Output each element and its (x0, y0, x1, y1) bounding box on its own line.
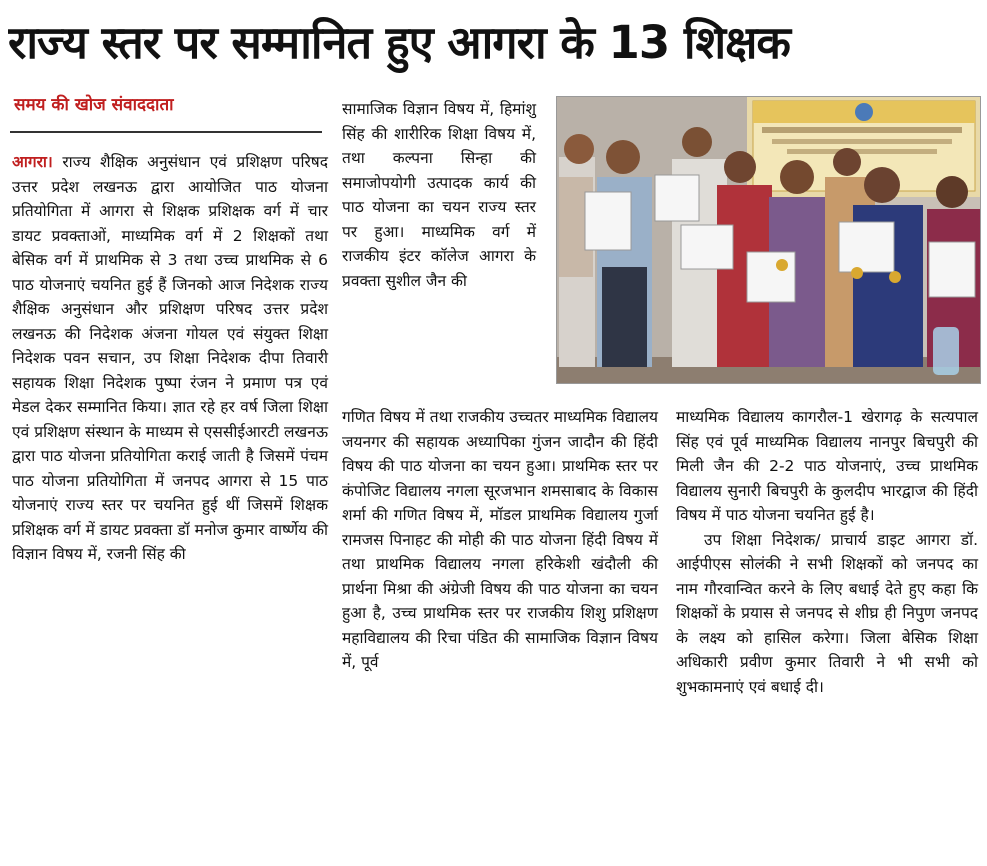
byline: समय की खोज संवाददाता (14, 95, 174, 115)
column1-text: राज्य शैक्षिक अनुसंधान एवं प्रशिक्षण परिषद उत्तर प्रदेश लखनऊ द्वारा आयोजित पाठ योजना प्रतियोगिता में आगरा से शिक्षक प्रशिक्षक वर्ग में चार डायट प्रवक्ताओं, माध्यमिक वर्ग में 2 शिक्षकों तथा बेसिक वर्ग में प्राथमिक से 3 तथा उच्च प्राथमिक से 6 पाठ योजनाएं चयनित हुई हैं जिनको आज निदेशक राज्य शैक्षिक अनुसंधान और प्रशिक्षण परिषद उत्तर प्रदेश लखनऊ की निदेशक अंजना गोयल एवं संयुक्त शिक्षा निदेशक पवन सचान, उप शिक्षा निदेशक दीपा तिवारी सहायक शिक्षा निदेशक पुष्पा रंजन ने प्रमाण पत्र एवं मेडल देकर सम्मानित किया। ज्ञात रहे हर वर्ष जिला शिक्षा एवं प्रशिक्षण संस्थान के माध्यम से एससीईआरटी लखनऊ द्वारा पाठ योजना प्रतियोगिता कराई जाती है जिसमें पंचम पाठ योजना प्रतियोगिता में जनपद आगरा से 15 पाठ योजनाएं राज्य स्तर पर चयनित हुई थीं जिसमें शिक्षक प्रशिक्षक वर्ग में डायट प्रवक्ता डॉ मनोज कुमार वार्ष्णेय की विज्ञान विषय में, रजनी सिंह की (12, 153, 329, 563)
article-column-2-bottom (342, 405, 658, 675)
column2-bottom-text: गणित विषय में तथा राजकीय उच्चतर माध्यमिक विद्यालय जयनगर की सहायक अध्यापिका गुंजन जादौन की हिंदी विषय की पाठ योजना का चयन हुआ। प्राथमिक स्तर पर कंपोजिट विद्यालय नगला सूरजभान शमसाबाद के विकास शर्मा की गणित विषय में, मॉडल प्राथमिक विद्यालय गुर्जा रामजस पिनाहट की मोही की पाठ योजना हिंदी विषय में तथा प्राथमिक विद्यालय नगला हरिकेशी खंदौली की प्रार्थना मिश्रा की अंग्रेजी विषय की पाठ योजना का चयन हुआ है, उच्च प्राथमिक स्तर पर राजकीय शिशु प्रशिक्षण महाविद्यालय की रिचा पंडित की सामाजिक विज्ञान विषय में, पूर्व (342, 408, 658, 671)
article-column-2-top (342, 97, 536, 293)
dateline: आगरा। (12, 153, 53, 171)
column3-paragraph-2: उप शिक्षा निदेशक/ प्राचार्य डाइट आगरा डॉ. आईपीएस सोलंकी ने सभी शिक्षकों को जनपद का नाम गौरवान्वित करने के लिए बधाई देते हुए कहा कि शिक्षकों के प्रयास से जनपद से शीघ्र ही निपुण जनपद के लक्ष्य को हासिल करेगा। जिला बेसिक शिक्षा अधिकारी प्रवीण कुमार तिवारी ने भी सभी को शुभकामनाएं एवं बधाई दी। (676, 530, 978, 696)
byline-rule (10, 131, 322, 133)
headline: राज्य स्तर पर सम्मानित हुए आगरा के 13 शिक्षक (8, 16, 790, 69)
event-photo (556, 96, 981, 384)
column3-paragraph-1: माध्यमिक विद्यालय कागरौल-1 खेरागढ़ के सत्यपाल सिंह एवं पूर्व माध्यमिक विद्यालय नानपुर बिचपुरी की मिली जैन की 2-2 पाठ योजनाएं, उच्च प्राथमिक विद्यालय सुनारी बिचपुरी के कुलदीप भारद्वाज की हिंदी विषय में पाठ योजना चयनित हुई है। (676, 408, 978, 524)
article-column-1 (12, 150, 328, 567)
column2-top-text: सामाजिक विज्ञान विषय में, हिमांशु सिंह की शारीरिक शिक्षा विषय में, तथा कल्पना सिन्हा की समाजोपयोगी उत्पादक कार्य की पाठ योजना का चयन राज्य स्तर पर हुआ। माध्यमिक वर्ग में राजकीय इंटर कॉलेज आगरा के प्रवक्ता सुशील जैन की (342, 100, 536, 290)
article-column-3 (676, 405, 978, 699)
event-photo-illustration (557, 97, 980, 383)
article-paragraph (12, 150, 328, 567)
